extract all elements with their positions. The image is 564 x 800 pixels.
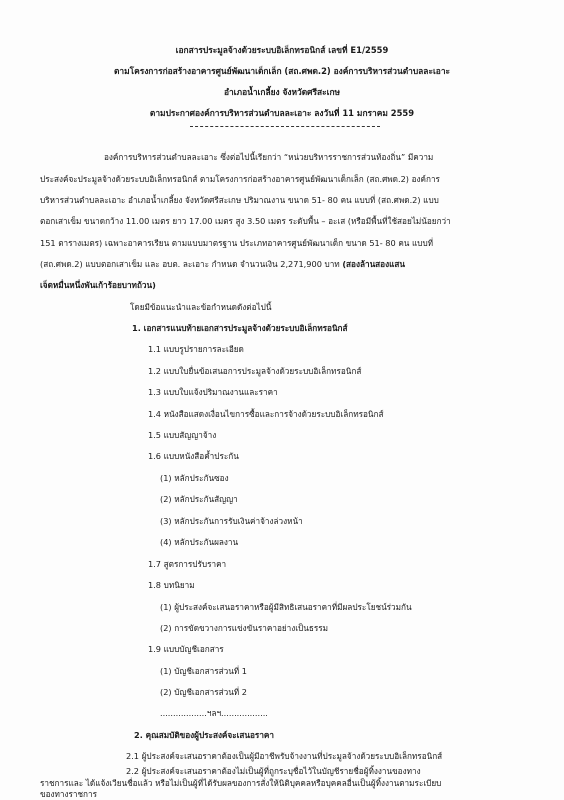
guarantee-1: (1) หลักประกันซอง — [160, 473, 229, 483]
announcement-line: ตามประกาศองค์การบริหารส่วนตำบลละเอาะ ลงวันที่ 11 มกราคม 2559 — [149, 108, 415, 118]
intro-line-1: องค์การบริหารส่วนตำบลละเอาะ ซึ่งต่อไปนี้เรียกว่า “หน่วยบริหารราชการส่วนท้องถิ่น” มีความ — [104, 152, 434, 162]
para-2-1: 2.1 ผู้ประสงค์จะเสนอราคาต้องเป็นผู้มีอาชีพรับจ้างงานที่ประมูลจ้างด้วยระบบอิเล็กทรอนิกส์ — [126, 751, 443, 761]
item-1-6: 1.6 แบบหนังสือค้ำประกัน — [148, 451, 239, 461]
para-2-2-line-1: 2.2 ผู้ประสงค์จะเสนอราคาต้องไม่เป็นผู้ที่ถูกระบุชื่อไว้ในบัญชีรายชื่อผู้ทิ้งงานของทาง — [126, 766, 421, 776]
district-line: อำเภอน้ำเกลี้ยง จังหวัดศรีสะเกษ — [223, 87, 341, 97]
intro-line-5: 151 ตารางเมตร) เฉพาะอาคารเรียน ตามแบบมาตรฐาน ประเภทอาคารศูนย์พัฒนาเด็ก ขนาด 51- 80 คน แบบที่ — [40, 238, 434, 248]
header-divider — [190, 126, 380, 127]
intro-line-6-text: (สถ.ศพด.2) แบบตอกเสาเข็ม และ อบต. ละเอาะ กำหนด จำนวนเงิน 2,271,900 บาท — [40, 259, 343, 269]
amount-in-words-start: (สองล้านสองแสน — [342, 259, 405, 269]
intro-line-6 — [40, 259, 405, 269]
guarantee-3: (3) หลักประกันการรับเงินค่าจ้างล่วงหน้า — [160, 516, 303, 526]
intro-line-4: ตอกเสาเข็ม ขนาดกว้าง 11.00 เมตร ยาว 17.00 เมตร สูง 3.50 เมตร ระดับพื้น – อะเส (หรือมีพื้นที่ใช้สอยไม่น้อยกว่า — [40, 216, 451, 226]
definition-2: (2) การขัดขวางการแข่งขันราคาอย่างเป็นธรรม — [160, 623, 329, 633]
para-2-2-line-2: ราชการและ ได้แจ้งเวียนชื่อแล้ว หรือไม่เป็นผู้ที่ได้รับผลของการสั่งให้นิติบุคคลหรือบุคคลอื่นเป็นผู้ทิ้งงานตามระเบียบ — [40, 778, 442, 788]
item-1-7: 1.7 สูตรการปรับราคา — [148, 559, 227, 569]
amount-in-words-end: เจ็ดหมื่นหนึ่งพันเก้าร้อยบาทถ้วน) — [40, 280, 156, 290]
guarantee-4: (4) หลักประกันผลงาน — [160, 537, 239, 547]
item-1-4: 1.4 หนังสือแสดงเงื่อนไขการซื้อและการจ้างด้วยระบบอิเล็กทรอนิกส์ — [148, 409, 384, 419]
item-1-3: 1.3 แบบใบแจ้งปริมาณงานและราคา — [148, 387, 278, 397]
intro-line-2: ประสงค์จะประมูลจ้างด้วยระบบอิเล็กทรอนิกส์ ตามโครงการก่อสร้างอาคารศูนย์พัฒนาเด็กเล็ก (สถ.ศพด.2) องค์การ — [40, 174, 440, 184]
item-1-5: 1.5 แบบสัญญาจ้าง — [148, 430, 217, 440]
item-1-2: 1.2 แบบใบยื่นข้อเสนอการประมูลจ้างด้วยระบบอิเล็กทรอนิกส์ — [148, 366, 362, 376]
account-1: (1) บัญชีเอกสารส่วนที่ 1 — [160, 666, 247, 676]
account-2: (2) บัญชีเอกสารส่วนที่ 2 — [160, 687, 247, 697]
item-1-1: 1.1 แบบรูปรายการละเอียด — [148, 344, 244, 354]
project-title: ตามโครงการก่อสร้างอาคารศูนย์พัฒนาเด็กเล็ก (สถ.ศพด.2) องค์การบริหารส่วนตำบลละเอาะ — [113, 66, 451, 76]
para-2-2-line-3: ของทางราชการ — [40, 789, 98, 799]
intro-line-8: โดยมีข้อแนะนำและข้อกำหนดดังต่อไปนี้ — [130, 302, 272, 312]
etc-line: ..................ฯลฯ.................. — [160, 708, 268, 718]
definition-1: (1) ผู้ประสงค์จะเสนอราคาหรือผู้มีสิทธิเสนอราคาที่มีผลประโยชน์ร่วมกัน — [160, 602, 412, 612]
intro-line-3: บริหารส่วนตำบลละเอาะ อำเภอน้ำเกลี้ยง จังหวัดศรีสะเกษ ปริมาณงาน ขนาด 51- 80 คน แบบที่ (สถ.ศพด.2) แบบ — [40, 195, 439, 205]
doc-title: เอกสารประมูลจ้างด้วยระบบอิเล็กทรอนิกส์ เลขที่ E1/2559 — [175, 45, 389, 55]
item-1-9: 1.9 แบบบัญชีเอกสาร — [148, 644, 224, 654]
item-1-8: 1.8 บทนิยาม — [148, 580, 195, 590]
section-1-heading: 1. เอกสารแนบท้ายเอกสารประมูลจ้างด้วยระบบอิเล็กทรอนิกส์ — [132, 323, 348, 333]
section-2-heading: 2. คุณสมบัติของผู้ประสงค์จะเสนอราคา — [134, 730, 274, 740]
guarantee-2: (2) หลักประกันสัญญา — [160, 494, 238, 504]
